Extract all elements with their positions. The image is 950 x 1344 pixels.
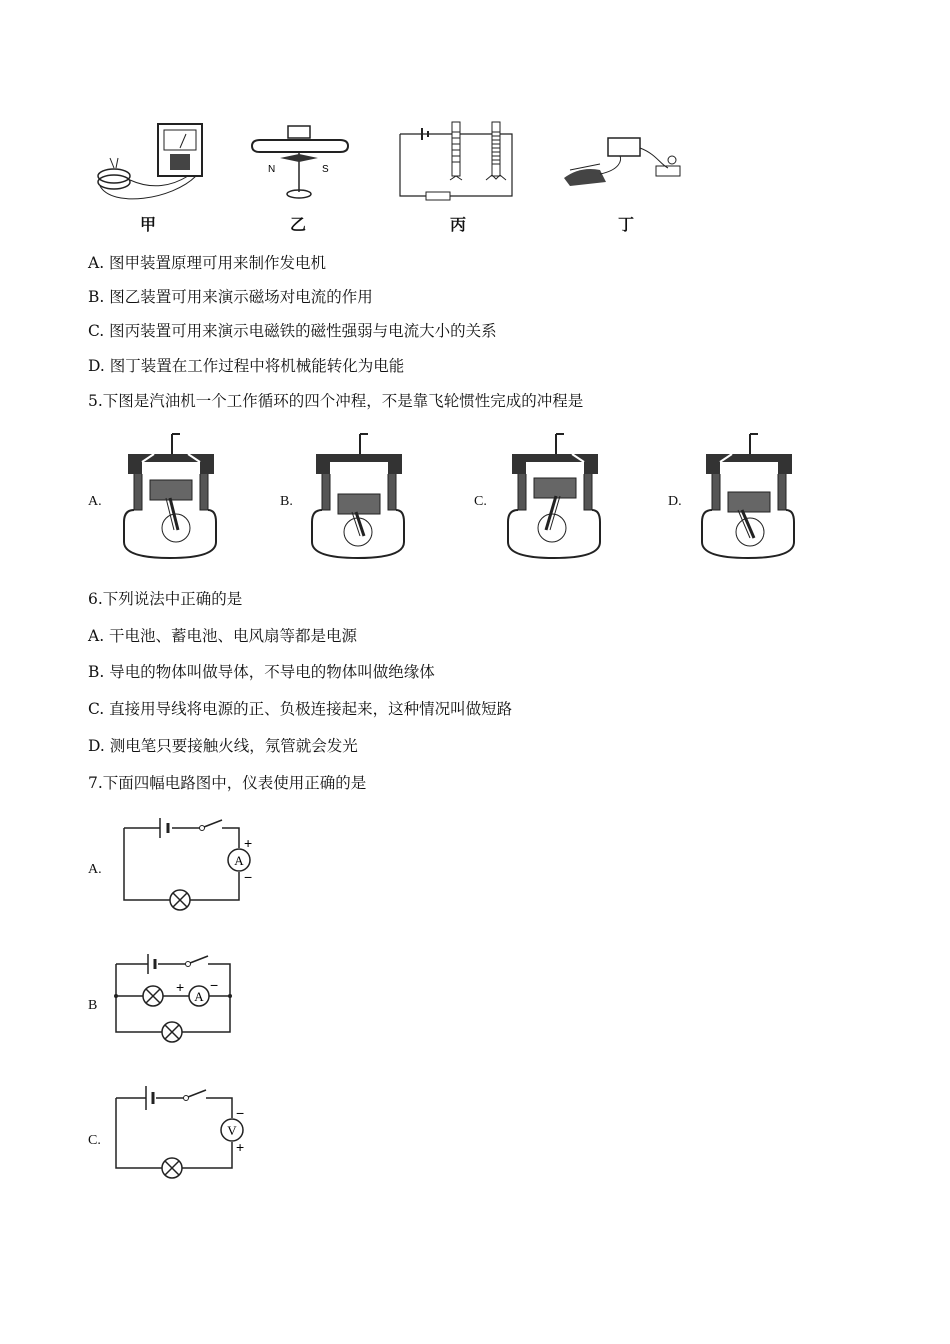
q5-stem: 5.下图是汽油机一个工作循环的四个冲程，不是靠飞轮惯性完成的冲程是 xyxy=(88,392,584,410)
ammeter-a-letter: A xyxy=(234,853,244,868)
apparatus-ding-drawing xyxy=(560,134,690,214)
voltmeter-c-letter: V xyxy=(227,1123,237,1138)
caption-yi: 乙 xyxy=(290,215,307,234)
ammeter-b-letter: A xyxy=(194,989,204,1004)
q7-label-a: A. xyxy=(88,862,102,877)
caption-jia: 甲 xyxy=(140,215,157,234)
ammeter-b-plus: + xyxy=(176,979,185,995)
q5-label-d: D. xyxy=(668,494,682,509)
q5-label-a: A. xyxy=(88,494,102,509)
q7-label-b: B xyxy=(88,998,98,1013)
q6-option-b: B. 导电的物体叫做导体，不导电的物体叫做绝缘体 xyxy=(88,663,435,681)
ammeter-b-minus: − xyxy=(210,977,219,993)
q5-label-c: C. xyxy=(474,494,487,509)
engine-stroke-d xyxy=(698,432,798,562)
pole-n: N xyxy=(268,164,276,175)
q7-label-c: C. xyxy=(88,1133,101,1148)
engine-stroke-a xyxy=(120,432,220,562)
q4-option-b: B. 图乙装置可用来演示磁场对电流的作用 xyxy=(88,288,373,306)
caption-ding: 丁 xyxy=(618,215,635,234)
apparatus-bing-drawing xyxy=(396,118,516,208)
q4-option-c: C. 图丙装置可用来演示电磁铁的磁性强弱与电流大小的关系 xyxy=(88,322,497,340)
q6-option-d: D. 测电笔只要接触火线，氖管就会发光 xyxy=(88,737,358,755)
q5-label-b: B. xyxy=(280,494,293,509)
engine-stroke-b xyxy=(308,432,408,562)
caption-bing: 丙 xyxy=(450,215,467,234)
ammeter-a-minus: − xyxy=(244,869,253,885)
ammeter-a-plus: + xyxy=(244,835,253,851)
q6-option-c: C. 直接用导线将电源的正、负极连接起来，这种情况叫做短路 xyxy=(88,700,513,718)
q4-option-a: A. 图甲装置原理可用来制作发电机 xyxy=(88,254,327,272)
apparatus-jia-drawing xyxy=(92,120,222,210)
q7-stem: 7.下面四幅电路图中，仪表使用正确的是 xyxy=(88,774,367,792)
voltmeter-c-plus: + xyxy=(236,1139,245,1155)
circuit-b xyxy=(110,950,250,1050)
apparatus-yi-drawing xyxy=(250,120,350,210)
pole-s: S xyxy=(322,164,329,175)
q6-option-a: A. 干电池、蓄电池、电风扇等都是电源 xyxy=(88,627,358,645)
q4-option-d: D. 图丁装置在工作过程中将机械能转化为电能 xyxy=(88,357,405,375)
q6-stem: 6.下列说法中正确的是 xyxy=(88,590,243,608)
engine-stroke-c xyxy=(504,432,604,562)
circuit-c xyxy=(110,1080,260,1180)
voltmeter-c-minus: − xyxy=(236,1105,245,1121)
circuit-a xyxy=(118,814,268,914)
